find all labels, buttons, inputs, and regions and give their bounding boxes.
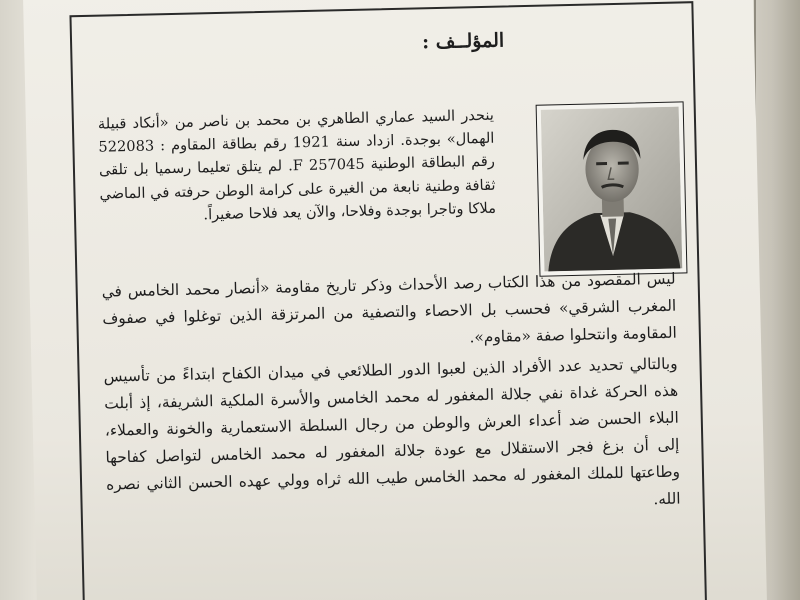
bio-line: «أنكاد قبيلة الهمال» بوجدة. ازداد سنة 1921 رقم بطاقة bbox=[97, 114, 495, 154]
bio-line: ينحدر السيد عماري الطاهري بن محمد بن ناصر من bbox=[174, 106, 495, 131]
page-content bbox=[72, 3, 707, 600]
bio-line: لم يتلق تعليما رسميا بل تلقى ثقافة وطنية نابعة من الغيرة bbox=[98, 157, 496, 198]
paragraph: ليس المقصود من هذا الكتاب رصد الأحداث وذكر تاريخ مقاومة «أنصار محمد الخامس في المغرب الشرقي» فحسب بل الاحصاء والتصفية من المرتزقة الذين توغلوا في صفوف المقاومة وانتحلوا صفة «مقاوم». bbox=[101, 269, 678, 347]
page-border-frame bbox=[69, 1, 708, 600]
portrait-photo-image bbox=[541, 107, 683, 272]
author-bio bbox=[98, 104, 497, 229]
paragraph: وبالتالي تحديد عدد الأفراد الذين لعبوا الدور الطلائعي في ميدان الكفاح ابتداءً من تأسيس هذه الحركة غداة نفي جلالة المغفور له محمد الخامس والأسرة الملكية الشريفة، إذ أبلت البلاء الحسن ضد أعداء العرش والوطن من رجال السلطة الاستعمارية والخونة والعملاء، إلى أن بزغ فجر الاستقلال مع عودة جلالة المغفور له محمد الخامس لتواصل كفاحها وطاعتها للملك المغفور له محمد الخامس طيب الله ثراه وولي عهده الحسن الثاني نصره الله. bbox=[103, 354, 681, 509]
main-text bbox=[101, 266, 680, 526]
author-portrait bbox=[536, 101, 688, 276]
author-heading: المؤلــف : bbox=[421, 29, 505, 54]
bio-line: على كرامة الوطن حرفته في الماضي ملاكا وتاجرا بوجدة bbox=[99, 180, 497, 219]
bio-line: المقاوم : 522083 رقم البطاقة الوطنية F 257045. bbox=[98, 136, 496, 175]
bio-line: وفلاحا، والآن يعد فلاحا صغيراً. bbox=[203, 202, 382, 224]
book-page bbox=[23, 0, 767, 600]
